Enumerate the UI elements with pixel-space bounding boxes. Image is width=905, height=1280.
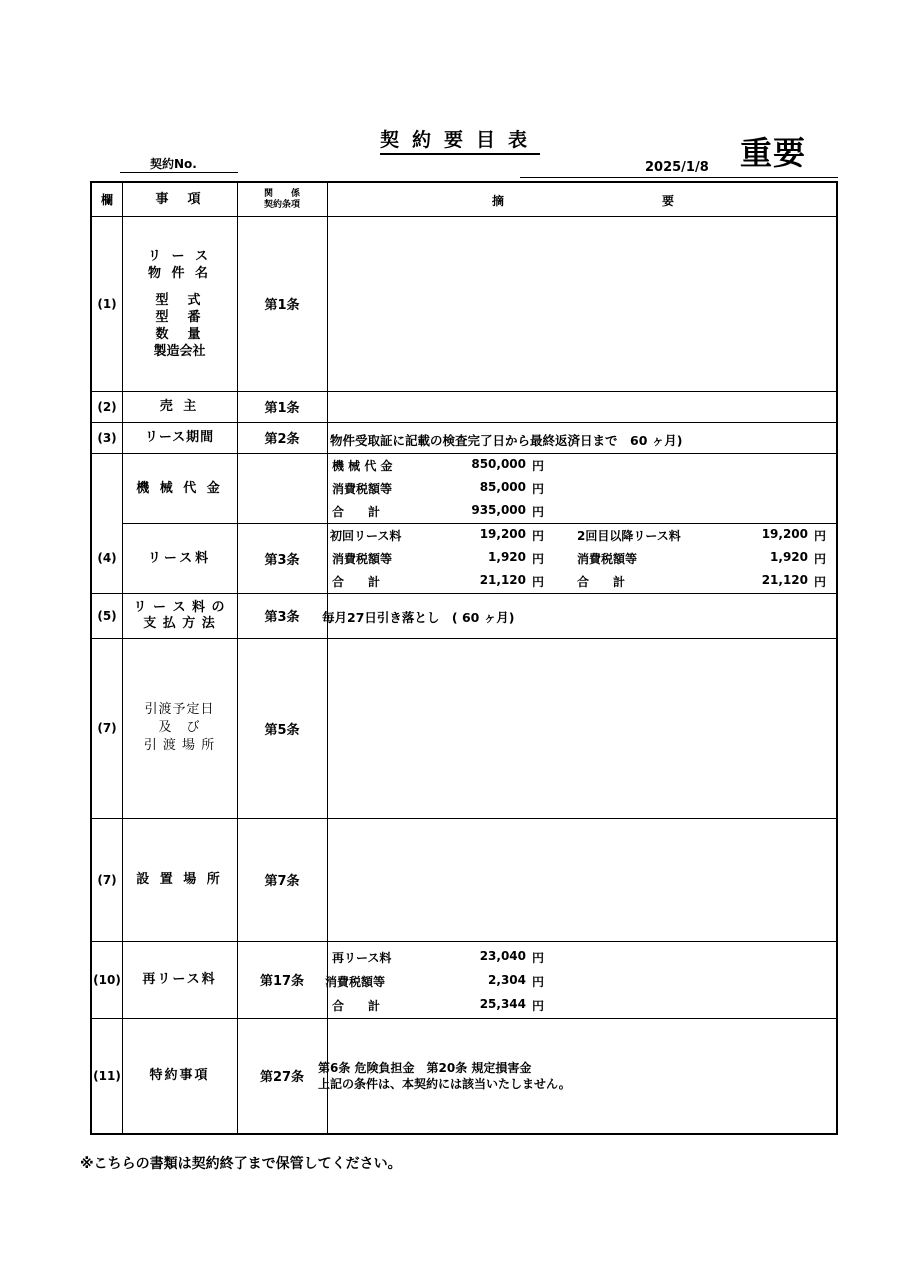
row1-item-line: リ ー ス	[147, 248, 212, 264]
row4-right-unit: 円	[814, 529, 827, 543]
machine-label: 消費税額等	[332, 482, 393, 496]
contract-table	[90, 181, 838, 1135]
header-col-no: 欄	[100, 193, 113, 207]
row3-summary: 物件受取証に記載の検査完了日から最終返済日まで 60 ヶ月)	[330, 433, 683, 448]
row6-item	[122, 638, 237, 818]
document-title: 契約要目表	[380, 125, 540, 155]
row4-left-unit: 円	[532, 529, 545, 543]
row1-item-line: 型 式	[155, 292, 204, 308]
row4-left-unit: 円	[532, 575, 545, 589]
row10-item: 再リース料	[142, 972, 217, 987]
header-item: 事 項	[155, 192, 204, 207]
row4-left-label: 消費税額等	[332, 552, 393, 566]
row3-no: (3)	[97, 430, 117, 445]
date-underline	[520, 177, 838, 178]
row4-right-label: 合 計	[577, 575, 626, 589]
row2-article: 第1条	[264, 401, 300, 416]
row7-article: 第7条	[264, 874, 300, 889]
row11-item: 特約事項	[149, 1068, 210, 1083]
document-date: 2025/1/8	[645, 160, 709, 175]
row4-right-value: 19,200	[761, 527, 808, 541]
machine-value: 850,000	[471, 457, 526, 471]
contract-no-label: 契約No.	[150, 157, 197, 171]
row1-item	[122, 216, 237, 391]
row5-item-line: 支 払 方 法	[143, 615, 216, 631]
machine-unit: 円	[532, 459, 545, 473]
header-summary-right: 要	[662, 194, 675, 208]
row11-line2: 上記の条件は、本契約には該当いたしません。	[318, 1077, 571, 1091]
row10-value: 2,304	[488, 973, 526, 987]
row10-article: 第17条	[259, 974, 305, 989]
row4-right-label: 2回目以降リース料	[577, 529, 681, 543]
row6-no: (7)	[97, 721, 117, 735]
row7-no: (7)	[97, 872, 117, 887]
row1-item-line: 物 件 名	[147, 265, 212, 281]
row10-label: 消費税額等	[325, 975, 386, 989]
row10-no: (10)	[93, 972, 121, 987]
important-stamp: 重要	[740, 134, 807, 172]
header-related-line1: 関 係	[263, 188, 300, 199]
row5-item	[122, 593, 237, 638]
row10-value: 23,040	[479, 949, 526, 963]
row6-item-line: 引渡予定日	[144, 702, 215, 717]
row1-article: 第1条	[264, 298, 300, 313]
row1-item-line: 製造会社	[153, 343, 206, 359]
row2-no: (2)	[97, 399, 117, 414]
row5-item-line: リ ー ス 料 の	[133, 599, 226, 615]
row6-article: 第5条	[264, 722, 300, 738]
row3-article: 第2条	[264, 432, 300, 447]
header-summary-left: 摘	[492, 194, 505, 208]
row4-left-value: 1,920	[488, 550, 526, 564]
header-related	[237, 183, 327, 216]
row4-left-value: 21,120	[479, 573, 526, 587]
row10-label: 合 計	[332, 999, 381, 1013]
machine-item: 機 械 代 金	[136, 480, 223, 496]
row4-right-unit: 円	[814, 552, 827, 566]
row1-item-line: 数 量	[155, 326, 204, 342]
row11-line1: 第6条 危険負担金 第20条 規定損害金	[318, 1061, 532, 1075]
machine-unit: 円	[532, 505, 545, 519]
row5-summary: 毎月27日引き落とし ( 60 ヶ月)	[322, 610, 515, 625]
row2-item: 売 主	[159, 399, 200, 414]
row4-right-value: 21,120	[761, 573, 808, 587]
row4-left-value: 19,200	[479, 527, 526, 541]
row4-no: (4)	[97, 551, 117, 565]
row5-article: 第3条	[264, 610, 300, 625]
row1-no: (1)	[97, 296, 117, 311]
row11-article: 第27条	[259, 1070, 305, 1085]
row3-item: リース期間	[144, 430, 215, 445]
machine-label: 機 械 代 金	[332, 459, 393, 473]
row10-unit: 円	[532, 999, 545, 1013]
row11-no: (11)	[93, 1068, 121, 1083]
row6-item-line: 及 び	[158, 720, 201, 735]
row4-left-unit: 円	[532, 552, 545, 566]
header-related-line2: 契約条項	[263, 199, 300, 210]
row10-unit: 円	[532, 951, 545, 965]
row10-value: 25,344	[479, 997, 526, 1011]
row10-unit: 円	[532, 975, 545, 989]
row4-left-label: 合 計	[332, 575, 381, 589]
row4-article: 第3条	[264, 552, 300, 568]
footer-note: ※こちらの書類は契約終了まで保管してください。	[80, 1156, 402, 1172]
col-divider-3	[327, 183, 328, 1133]
row4-right-value: 1,920	[770, 550, 808, 564]
machine-value: 935,000	[471, 503, 526, 517]
machine-unit: 円	[532, 482, 545, 496]
row4-item: リース料	[147, 550, 212, 566]
row4-right-label: 消費税額等	[577, 552, 638, 566]
machine-label: 合 計	[332, 505, 381, 519]
machine-value: 85,000	[479, 480, 526, 494]
contract-no-underline	[120, 172, 238, 173]
row4-left-label: 初回リース料	[330, 529, 402, 543]
row1-item-line: 型 番	[155, 309, 204, 325]
row7-item: 設 置 場 所	[136, 872, 223, 887]
row10-label: 再リース料	[332, 951, 392, 965]
row6-item-line: 引 渡 場 所	[143, 738, 216, 753]
row5-no: (5)	[97, 608, 117, 623]
row4-right-unit: 円	[814, 575, 827, 589]
